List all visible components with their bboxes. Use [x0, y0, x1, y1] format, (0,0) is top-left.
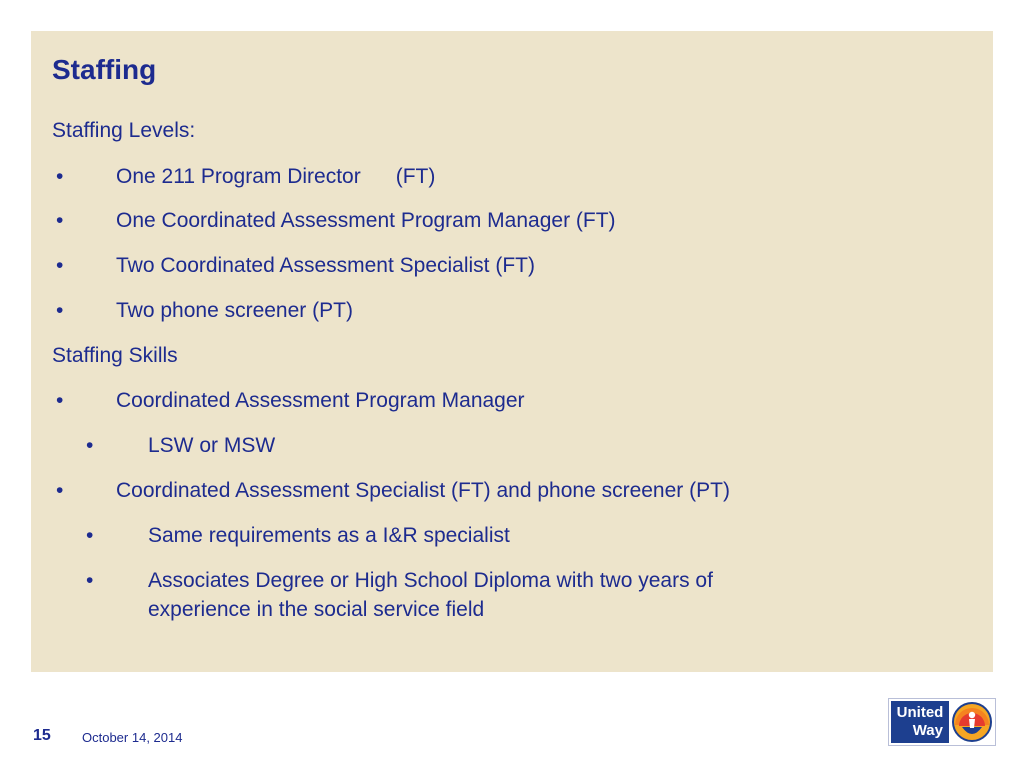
sub-list-item: Associates Degree or High School Diploma with two years of — [148, 569, 713, 592]
bullet-marker: • — [56, 389, 64, 412]
page-number: 15 — [33, 727, 51, 744]
list-item: One 211 Program Director (FT) — [116, 165, 436, 188]
logo-line1: United — [896, 704, 944, 721]
bullet-marker: • — [56, 209, 64, 232]
list-item: One Coordinated Assessment Program Manager (FT) — [116, 209, 616, 232]
sub-bullet-marker: • — [86, 569, 94, 592]
united-way-logo — [888, 698, 996, 746]
united-way-hand-rainbow-icon — [951, 701, 993, 743]
slide-title: Staffing — [52, 54, 157, 85]
sub-list-item-continuation: experience in the social service field — [148, 598, 485, 621]
sub-bullet-marker: • — [86, 434, 94, 457]
sub-list-item: Same requirements as a I&R specialist — [148, 524, 510, 547]
list-item: Coordinated Assessment Program Manager — [116, 389, 525, 412]
list-item: Two phone screener (PT) — [116, 299, 353, 322]
bullet-marker: • — [56, 479, 64, 502]
logo-line2: Way — [912, 722, 943, 739]
list-item: Two Coordinated Assessment Specialist (FT) — [116, 254, 535, 277]
section-heading-staffing-skills: Staffing Skills — [52, 344, 178, 367]
section-heading-staffing-levels: Staffing Levels: — [52, 119, 196, 142]
bullet-marker: • — [56, 299, 64, 322]
sub-list-item: LSW or MSW — [148, 434, 276, 457]
bullet-marker: • — [56, 254, 64, 277]
sub-bullet-marker: • — [86, 524, 94, 547]
list-item: Coordinated Assessment Specialist (FT) and phone screener (PT) — [116, 479, 730, 502]
bullet-marker: • — [56, 165, 64, 188]
logo-wordmark — [891, 701, 949, 743]
footer-date: October 14, 2014 — [82, 730, 183, 745]
